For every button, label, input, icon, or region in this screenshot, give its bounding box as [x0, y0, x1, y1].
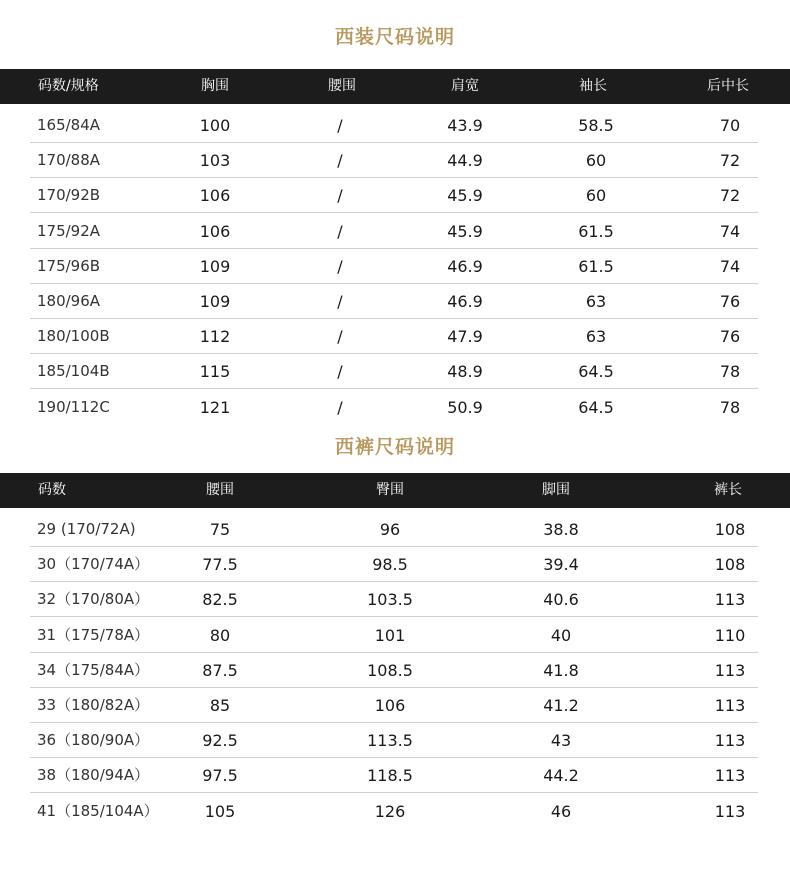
suit-cell-waist: /	[337, 397, 343, 417]
pants-table-header	[0, 473, 790, 508]
pants-header-hem: 脚围	[542, 482, 570, 498]
suit-cell-back-length: 70	[719, 116, 741, 135]
suit-cell-sleeve: 61.5	[578, 256, 614, 276]
pants-header-hip: 臀围	[376, 482, 404, 498]
pants-cell-waist: 75	[209, 520, 231, 539]
pants-cell-size: 30（170/74A）	[37, 555, 150, 574]
pants-cell-size: 36（180/90A）	[37, 731, 150, 750]
pants-cell-length: 113	[714, 660, 746, 680]
pants-cell-waist: 87.5	[202, 660, 238, 680]
pants-cell-waist: 105	[204, 801, 236, 821]
suit-cell-size: 180/100B	[37, 327, 110, 346]
pants-table-row	[30, 723, 758, 758]
suit-cell-chest: 100	[199, 116, 231, 135]
suit-cell-sleeve: 60	[585, 151, 607, 171]
pants-cell-size: 29 (170/72A)	[37, 520, 136, 538]
pants-cell-size: 32（170/80A）	[37, 590, 150, 609]
pants-table-row	[30, 794, 758, 829]
pants-cell-length: 113	[714, 696, 746, 715]
suit-cell-shoulder: 50.9	[447, 397, 483, 417]
suit-table-row	[30, 249, 758, 284]
pants-header-length: 裤长	[714, 482, 742, 498]
pants-cell-hip: 118.5	[367, 766, 413, 786]
suit-cell-shoulder: 48.9	[447, 362, 483, 382]
pants-cell-hem: 40.6	[543, 590, 579, 610]
suit-cell-back-length: 76	[719, 292, 741, 311]
suit-cell-sleeve: 63	[585, 292, 607, 311]
suit-cell-size: 180/96A	[37, 292, 101, 310]
suit-cell-waist: /	[337, 362, 343, 382]
pants-table-row	[30, 512, 758, 547]
suit-header-chest: 胸围	[201, 78, 229, 94]
suit-cell-sleeve: 64.5	[578, 397, 614, 417]
suit-table-header	[0, 69, 790, 104]
suit-cell-size: 175/92A	[37, 221, 101, 240]
pants-cell-hip: 106	[374, 696, 406, 715]
pants-cell-waist: 82.5	[202, 590, 238, 610]
suit-cell-shoulder: 46.9	[447, 256, 483, 276]
suit-table-row	[30, 390, 758, 425]
pants-table-row	[30, 653, 758, 688]
suit-cell-chest: 115	[199, 362, 231, 382]
pants-cell-hem: 38.8	[543, 520, 579, 539]
suit-header-back-length: 后中长	[707, 78, 749, 94]
pants-size-title: 西裤尺码说明	[334, 436, 455, 458]
pants-cell-length: 108	[714, 555, 746, 575]
suit-cell-back-length: 72	[719, 151, 741, 171]
suit-cell-back-length: 78	[719, 362, 741, 382]
suit-cell-chest: 103	[199, 151, 231, 171]
pants-table-row	[30, 582, 758, 617]
pants-cell-length: 113	[714, 766, 746, 786]
suit-cell-shoulder: 47.9	[447, 327, 483, 347]
suit-cell-waist: /	[337, 256, 343, 276]
pants-table-row	[30, 618, 758, 653]
pants-cell-hip: 101	[374, 625, 406, 645]
pants-cell-size: 31（175/78A）	[37, 625, 150, 644]
pants-cell-waist: 77.5	[202, 555, 238, 575]
suit-header-size: 码数/规格	[38, 78, 99, 94]
pants-cell-length: 108	[714, 520, 746, 539]
pants-cell-hem: 41.2	[543, 696, 579, 715]
suit-cell-waist: /	[337, 327, 343, 347]
suit-cell-size: 175/96B	[37, 256, 101, 275]
suit-table-row	[30, 319, 758, 354]
pants-cell-hem: 40	[550, 625, 572, 645]
suit-cell-chest: 109	[199, 292, 231, 311]
pants-cell-hip: 96	[379, 520, 401, 539]
suit-cell-sleeve: 58.5	[578, 116, 614, 135]
suit-cell-chest: 112	[199, 327, 231, 347]
pants-cell-hip: 126	[374, 801, 406, 821]
suit-size-title: 西装尺码说明	[334, 26, 455, 48]
pants-cell-length: 113	[714, 590, 746, 610]
suit-cell-waist: /	[337, 186, 343, 206]
pants-cell-size: 33（180/82A）	[37, 696, 150, 714]
suit-cell-shoulder: 46.9	[447, 292, 483, 311]
pants-cell-hem: 41.8	[543, 660, 579, 680]
suit-cell-back-length: 72	[719, 186, 741, 206]
suit-table-row	[30, 143, 758, 178]
pants-cell-hem: 43	[550, 731, 572, 751]
suit-cell-back-length: 74	[719, 256, 741, 276]
pants-cell-waist: 80	[209, 625, 231, 645]
suit-cell-waist: /	[337, 116, 343, 135]
suit-table-row	[30, 178, 758, 213]
suit-cell-chest: 121	[199, 397, 231, 417]
suit-cell-waist: /	[337, 292, 343, 311]
suit-table-row	[30, 354, 758, 389]
suit-cell-waist: /	[337, 221, 343, 241]
suit-cell-size: 165/84A	[37, 116, 101, 134]
suit-cell-chest: 109	[199, 256, 231, 276]
pants-cell-hem: 46	[550, 801, 572, 821]
pants-header-size: 码数	[38, 482, 66, 498]
suit-cell-shoulder: 44.9	[447, 151, 483, 171]
suit-cell-shoulder: 45.9	[447, 221, 483, 241]
suit-header-shoulder: 肩宽	[451, 78, 479, 94]
pants-cell-size: 41（185/104A）	[37, 801, 159, 820]
suit-cell-sleeve: 63	[585, 327, 607, 347]
suit-table-row	[30, 284, 758, 319]
pants-cell-hip: 113.5	[367, 731, 413, 751]
pants-cell-size: 38（180/94A）	[37, 766, 150, 785]
pants-cell-length: 110	[714, 625, 746, 645]
suit-cell-chest: 106	[199, 221, 231, 241]
suit-cell-size: 170/92B	[37, 186, 101, 205]
pants-cell-hem: 44.2	[543, 766, 579, 786]
suit-cell-size: 185/104B	[37, 362, 110, 381]
suit-cell-size: 170/88A	[37, 151, 101, 170]
suit-cell-sleeve: 64.5	[578, 362, 614, 382]
suit-cell-chest: 106	[199, 186, 231, 206]
pants-cell-waist: 97.5	[202, 766, 238, 786]
suit-cell-waist: /	[337, 151, 343, 171]
suit-cell-size: 190/112C	[37, 397, 110, 416]
pants-cell-hip: 98.5	[372, 555, 408, 575]
suit-cell-sleeve: 61.5	[578, 221, 614, 241]
suit-header-sleeve: 袖长	[579, 78, 607, 94]
pants-cell-hip: 108.5	[367, 660, 413, 680]
pants-cell-hem: 39.4	[543, 555, 579, 575]
suit-header-waist: 腰围	[328, 78, 356, 94]
pants-cell-length: 113	[714, 801, 746, 821]
suit-cell-sleeve: 60	[585, 186, 607, 206]
pants-table-row	[30, 758, 758, 793]
suit-table-row	[30, 108, 758, 143]
pants-header-waist: 腰围	[206, 482, 234, 498]
suit-cell-back-length: 74	[719, 221, 741, 241]
pants-cell-hip: 103.5	[367, 590, 413, 610]
suit-cell-shoulder: 45.9	[447, 186, 483, 206]
pants-cell-size: 34（175/84A）	[37, 660, 150, 679]
suit-table-row	[30, 214, 758, 249]
suit-cell-back-length: 78	[719, 397, 741, 417]
pants-table-row	[30, 547, 758, 582]
pants-cell-waist: 92.5	[202, 731, 238, 751]
pants-table-row	[30, 688, 758, 723]
pants-cell-waist: 85	[209, 696, 231, 715]
pants-cell-length: 113	[714, 731, 746, 751]
suit-cell-back-length: 76	[719, 327, 741, 347]
suit-cell-shoulder: 43.9	[447, 116, 483, 135]
